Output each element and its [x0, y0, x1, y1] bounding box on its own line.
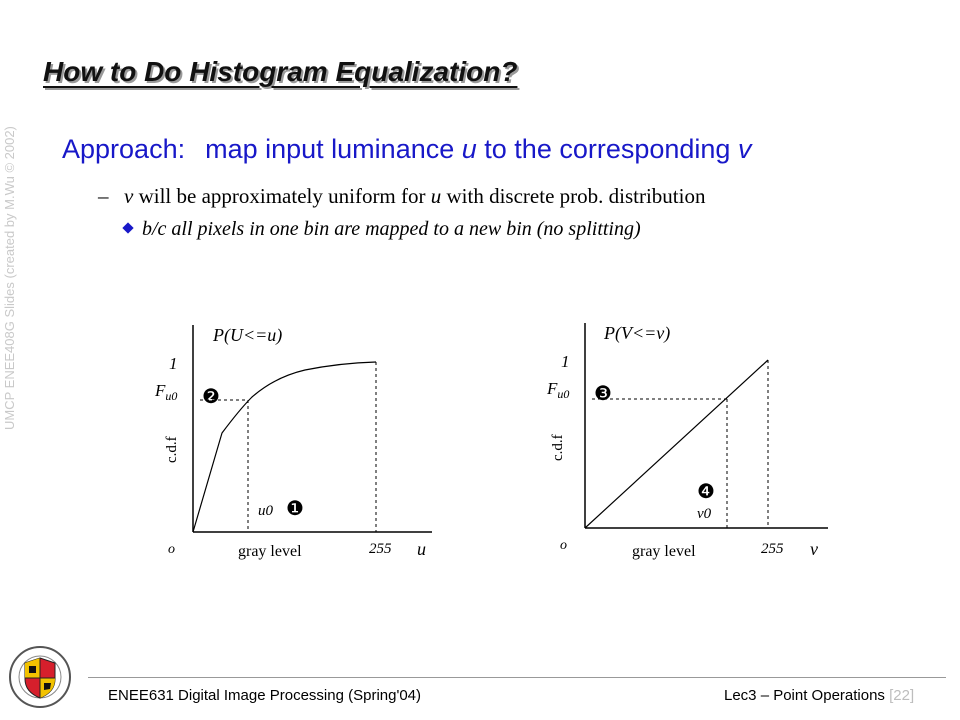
- cdf-axis-label: c.d.f: [550, 434, 566, 461]
- approach-text-a: map input luminance: [205, 134, 462, 164]
- slide-title: How to Do Histogram Equalization?: [43, 56, 518, 87]
- gray-level-label: gray level: [632, 543, 696, 560]
- step-3-icon: ❸: [594, 383, 612, 405]
- bullet-no-splitting: [124, 218, 641, 241]
- lecture-title: Lec3 – Point Operations: [724, 687, 890, 704]
- v0-marker-label: v0: [697, 506, 712, 522]
- fu0-label: [154, 381, 177, 403]
- x-255-label: 255: [761, 541, 784, 557]
- bullet1-text-b: with discrete prob. distribution: [441, 184, 706, 208]
- v-axis-var-label: v: [810, 539, 818, 559]
- fu0-sub: u0: [557, 387, 570, 401]
- origin-label: o: [168, 542, 175, 557]
- u0-marker-label: u0: [258, 503, 273, 519]
- curve-label: P(V<=v): [604, 323, 671, 343]
- approach-label: Approach:: [62, 134, 186, 164]
- fu0-main: F: [547, 379, 558, 398]
- fu0-label: [546, 379, 569, 401]
- output-cdf-diagram: [532, 315, 832, 575]
- y-one-label: 1: [169, 354, 178, 373]
- bullet1-text-a: will be approximately uniform for: [133, 184, 431, 208]
- bullet1-var-u: u: [430, 184, 442, 208]
- cdf-line: [585, 360, 768, 528]
- watermark: UMCP ENEE408G Slides (created by M.Wu © 2002): [2, 126, 17, 430]
- university-seal-logo: [8, 645, 72, 709]
- bullet2-text: b/c all pixels in one bin are mapped to a new bin (no splitting): [142, 218, 641, 240]
- origin-label: o: [560, 538, 567, 553]
- page-number: [22]: [889, 687, 915, 704]
- approach-var-v: v: [737, 134, 752, 164]
- approach-text-b: to the corresponding: [476, 134, 738, 164]
- lecture-footer: [724, 687, 914, 704]
- bullet1-var-v: v: [124, 184, 134, 208]
- step-1-icon: ❶: [286, 498, 304, 520]
- approach-line: [62, 134, 751, 165]
- cdf-axis-label: c.d.f: [164, 436, 180, 463]
- step-4-icon: ❹: [697, 481, 715, 503]
- input-cdf-diagram: [140, 315, 440, 575]
- bullet-uniform: [98, 184, 705, 209]
- footer-divider: [88, 677, 946, 678]
- dash-bullet: –: [98, 184, 109, 208]
- approach-var-u: u: [461, 134, 477, 164]
- course-footer: ENEE631 Digital Image Processing (Spring'04): [108, 687, 422, 704]
- fu0-main: F: [155, 381, 166, 400]
- cdf-curve: [193, 362, 376, 532]
- y-one-label: 1: [561, 352, 570, 371]
- curve-label: P(U<=u): [213, 325, 283, 345]
- diamond-bullet-icon: [122, 222, 133, 233]
- u-axis-var-label: u: [417, 539, 426, 559]
- fu0-sub: u0: [165, 389, 178, 403]
- x-255-label: 255: [369, 541, 392, 557]
- step-2-icon: ❷: [202, 386, 220, 408]
- gray-level-label: gray level: [238, 543, 302, 560]
